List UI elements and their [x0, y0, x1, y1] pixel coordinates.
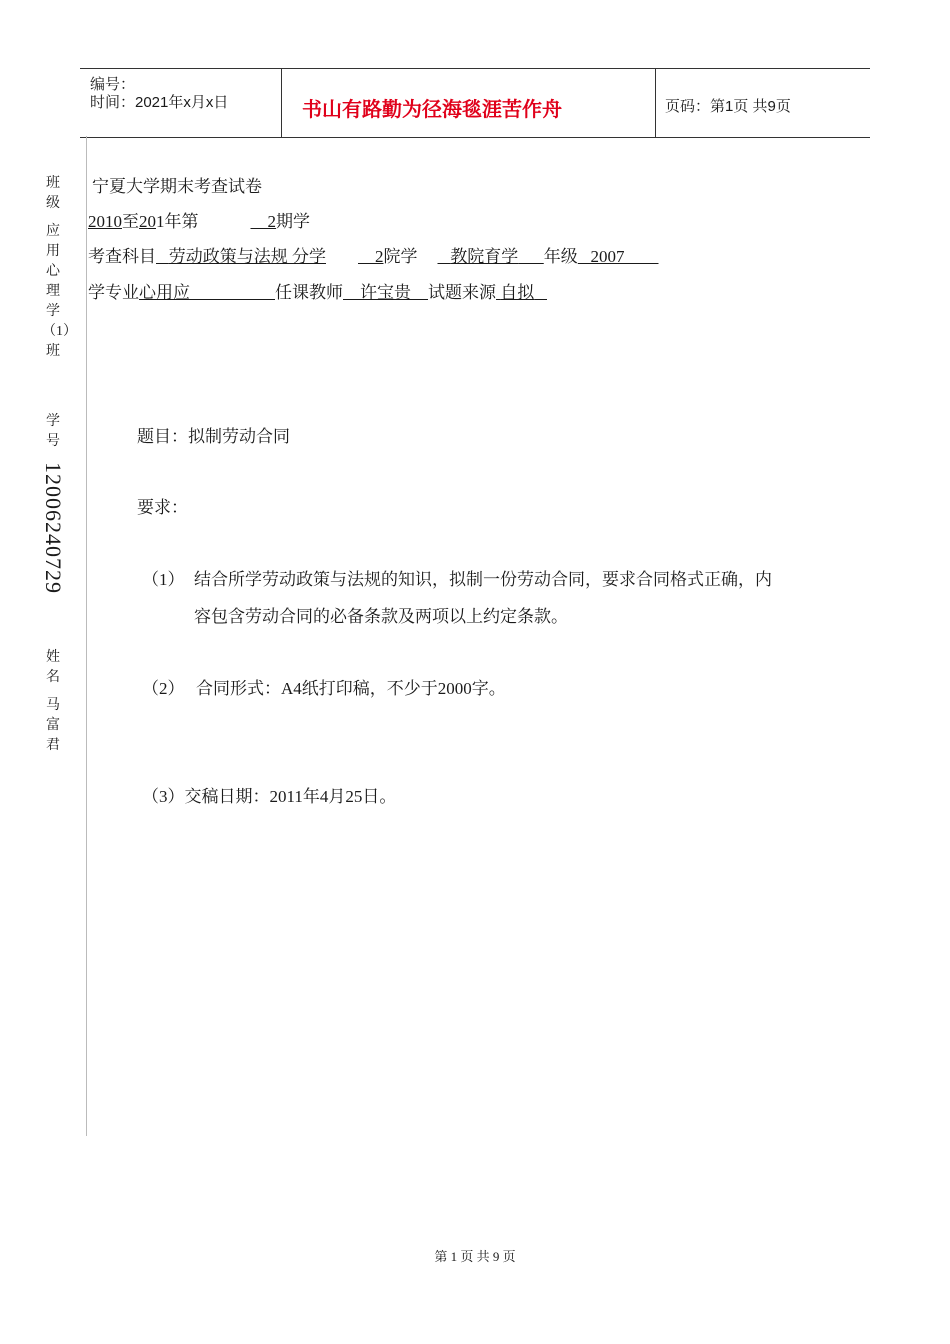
name-value: 马富君 [46, 698, 60, 753]
major-label: 学专业 [88, 283, 139, 302]
semester: 2 [267, 212, 276, 231]
requirements-label: 要求： [137, 498, 188, 517]
page-info: 页码：第1页 共9页 [665, 98, 791, 115]
teacher-value: 许宝贵 [360, 283, 411, 302]
item1-line1: 结合所学劳动政策与法规的知识，拟制一份劳动合同，要求合同格式正确，内 [194, 570, 772, 589]
student-id-label: 学号 [46, 414, 60, 449]
item2-text: 合同形式：A4纸打印稿，不少于2000字。 [196, 679, 506, 698]
time-label: 时间：2021年x月x日 [90, 94, 229, 111]
major-value: 心用应 [139, 283, 190, 302]
credit-value: 2 [375, 247, 384, 266]
motto-text: 书山有路勤为径海毯涯苦作舟 [302, 97, 562, 121]
semester-suffix: 期学 [276, 212, 310, 231]
page-footer: 第 1 页 共 9 页 [434, 1249, 516, 1264]
subject-line [88, 242, 659, 267]
year-suffix: 1年第 [156, 212, 199, 231]
class-label: 班级 [46, 176, 60, 211]
year-start: 2010 [88, 212, 122, 231]
college-value: 教院育学 [450, 247, 519, 266]
grade-value: 2007 [590, 247, 625, 266]
year-to: 至 [122, 212, 139, 231]
class-value: 应用心理学（1）班 [42, 224, 77, 359]
item2-number: （2） [142, 679, 185, 698]
subject-value: 劳动政策与法规 分学 [168, 247, 326, 266]
college-label: 院学 [383, 247, 418, 266]
document-header [80, 68, 870, 138]
teacher-label: 任课教师 [275, 283, 343, 302]
binding-margin-line [86, 136, 87, 1136]
subject-label: 考查科目 [88, 247, 156, 266]
source-label: 试题来源 [428, 283, 496, 302]
student-id-value: 12006240729 [41, 462, 66, 594]
item1-line2: 容包含劳动合同的必备条款及两项以上约定条款。 [194, 607, 568, 626]
grade-label: 年级 [543, 247, 578, 266]
source-value: 自拟 [500, 283, 535, 302]
item1-number: （1） [142, 570, 185, 589]
topic: 题目：拟制劳动合同 [137, 427, 290, 446]
year-end: 20 [139, 212, 156, 231]
name-label: 姓名 [46, 650, 60, 685]
item3-text: （3）交稿日期：2011年4月25日。 [142, 787, 397, 806]
academic-year-line [88, 207, 310, 232]
motto-cell [281, 69, 656, 137]
major-line [88, 278, 547, 303]
number-label: 编号： [90, 76, 136, 93]
exam-title: 宁夏大学期末考查试卷 [92, 177, 262, 196]
